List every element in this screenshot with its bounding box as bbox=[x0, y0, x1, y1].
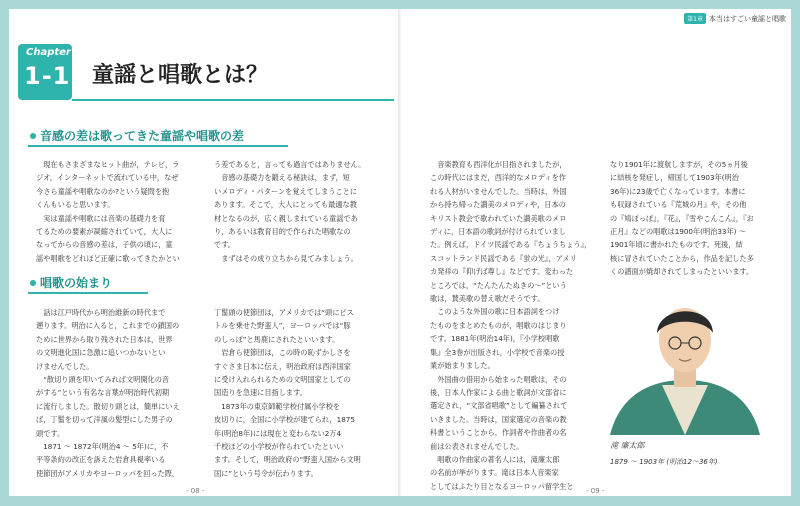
chapter-tag: 第1章 bbox=[684, 13, 706, 24]
page-number-right: - 09 - bbox=[586, 487, 605, 495]
section1-column-2: う差であると，言っても過言ではありません。 音感の基礎力を鍛える秘訣は，まず，短 いメロディ・パターンを覚えてしまうことに あります。そこで，大人にとっても最適な教 材となるのが，広く親しまれている童謡であ り，あるいは教育目的で作られた唱歌なの です。 まずはその成り立ちから見てみましょう。 bbox=[214, 160, 366, 263]
section-underline-2 bbox=[28, 292, 148, 294]
portrait-caption-name: 滝 廉太郎 bbox=[610, 441, 645, 450]
page-number-left: - 08 - bbox=[186, 487, 205, 495]
section-title-1: 音感の差は歌ってきた童謡や唱歌の差 bbox=[40, 129, 245, 143]
running-header bbox=[684, 13, 786, 24]
page-title: 童謡と唱歌とは？ bbox=[92, 63, 269, 88]
section-underline-1 bbox=[28, 145, 288, 147]
portrait-caption-dates: 1879 ～ 1903年 (明治12～36年) bbox=[610, 458, 718, 466]
portrait-illustration bbox=[600, 285, 770, 435]
section1-column-1: 現在もさまざまなヒット曲が，テレビ，ラ ジオ，インターネットで流れている中，なぜ 今さら童謡や唱歌なのか?という疑問を抱 くんもいると思います。 実は童謡や唱歌には音楽の基礎力を育 てるための要素が凝縮されていて，大人に なってからの音感の差は，子供の頃に，童 謡や唱歌をどれほど正確に歌ってきたかとい bbox=[36, 160, 180, 263]
section-bullet-icon bbox=[30, 133, 36, 139]
book-gutter bbox=[398, 9, 402, 496]
section-title-2: 唱歌の始まり bbox=[40, 276, 113, 290]
chapter-word: Chapter bbox=[26, 47, 71, 58]
chapter-number: 1-1 bbox=[24, 62, 71, 90]
section-bullet-icon bbox=[30, 280, 36, 286]
chapter-rule bbox=[72, 99, 394, 101]
right-column-1: 音楽教育も西洋化が目指されましたが， この時代にはまだ，西洋的なメロディを作 れる人材がいませんでした。当時は，外国 から持ち帰った讃美のメロディや，日本の キリスト教会で歌われていた讃美歌のメロ ディに，日本語の歌詞が付けられていまし た。例えば，ドイツ民謡である『ちょうちょう』， スコットランド民謡である『蛍の光』，アメリ カ発祥の『仰げば尊し』などです。変わった ところでは，“たんたんたぬきの～”という 歌は，賛美歌の替え歌だそうです。 このような外国の歌に日本語詞をつけ たものをまとめたものが，唱歌のはじまり です。1881年(明治14年)，『小学校唱歌 集』全3巻が出版され，小学校で音楽の授 業が始まりました。 外国曲の借用から始まった唱歌は，その 後，日本人作家による曲と歌詞が文部省に 選定され，“文部省唱歌”として編纂されて いきました。当時は，国家選定の音楽の教 科書ということから，作詞者や作曲者の名 前は公表されませんでした。 唱歌の作曲家の著名人には，滝廉太郎 の名前が挙がります。滝は日本人音楽家 としてはふたり目となるヨーロッパ留学生と bbox=[430, 160, 592, 491]
right-column-2: なり1901年に渡航しますが，その5ヵ月後 に結核を発症し，帰国して1903年(明治 36年)に23歳で亡くなっています。本書に も収録されている『荒城の月』や，その他 の『鳩ぽっぽ』，『花』，『雪やこんこん』，『お 正月』などの唱歌は1900年(明治33年) ～ 1901年頃に書かれたものです。死後，結 核に冒されていたことから，作品を記した多 くの譜面が焼却されてしまったといいます。 bbox=[610, 160, 754, 277]
section2-column-1: 話は江戸時代から明治維新の時代まで 遡ります。明治に入ると，これまでの鎖国の ために世界から取り残された日本は，世界 の文明進化国に急激に追いつかないとい けませんでした。 “散切り頭を叩いてみれば文明開化の音 がする”という有名な言葉が明治時代初期 に流行しました。散切り頭とは，簡単にいえ ば，丁髷を切って洋風の髪型にした男子の 頭です。 1871 ～ 1872年(明治4 ～ 5年)に，不 平等条約の改正を訴えた岩倉具視率いる 使節団がアメリカやヨーロッパを回った際， bbox=[36, 308, 180, 478]
running-title: 本当はすごい童謡と唱歌 bbox=[709, 15, 786, 23]
section2-column-2: 丁髷頭の使節団は，アメリカでは“頭にピス トルを乗せた野蛮人”，ヨーロッパでは“豚 のしっぽ”と馬鹿にされたといいます。 岩倉ら使節団は，この時の恥ずかしさを すぐさま日本に伝え，明治政府は西洋国家 に受け入れられるための文明国家としての 国造りを急速に目指します。 1873年の東京師範学校付属小学校を 皮切りに，全国に小学校が建てられ，1875 年(明治8年)には現在と変わらない2万4 千校ほどの小学校が作られていたといい ます。そして，明治政府の“野蛮人国から文明 国に”という号令が伝わります。 bbox=[214, 308, 361, 478]
